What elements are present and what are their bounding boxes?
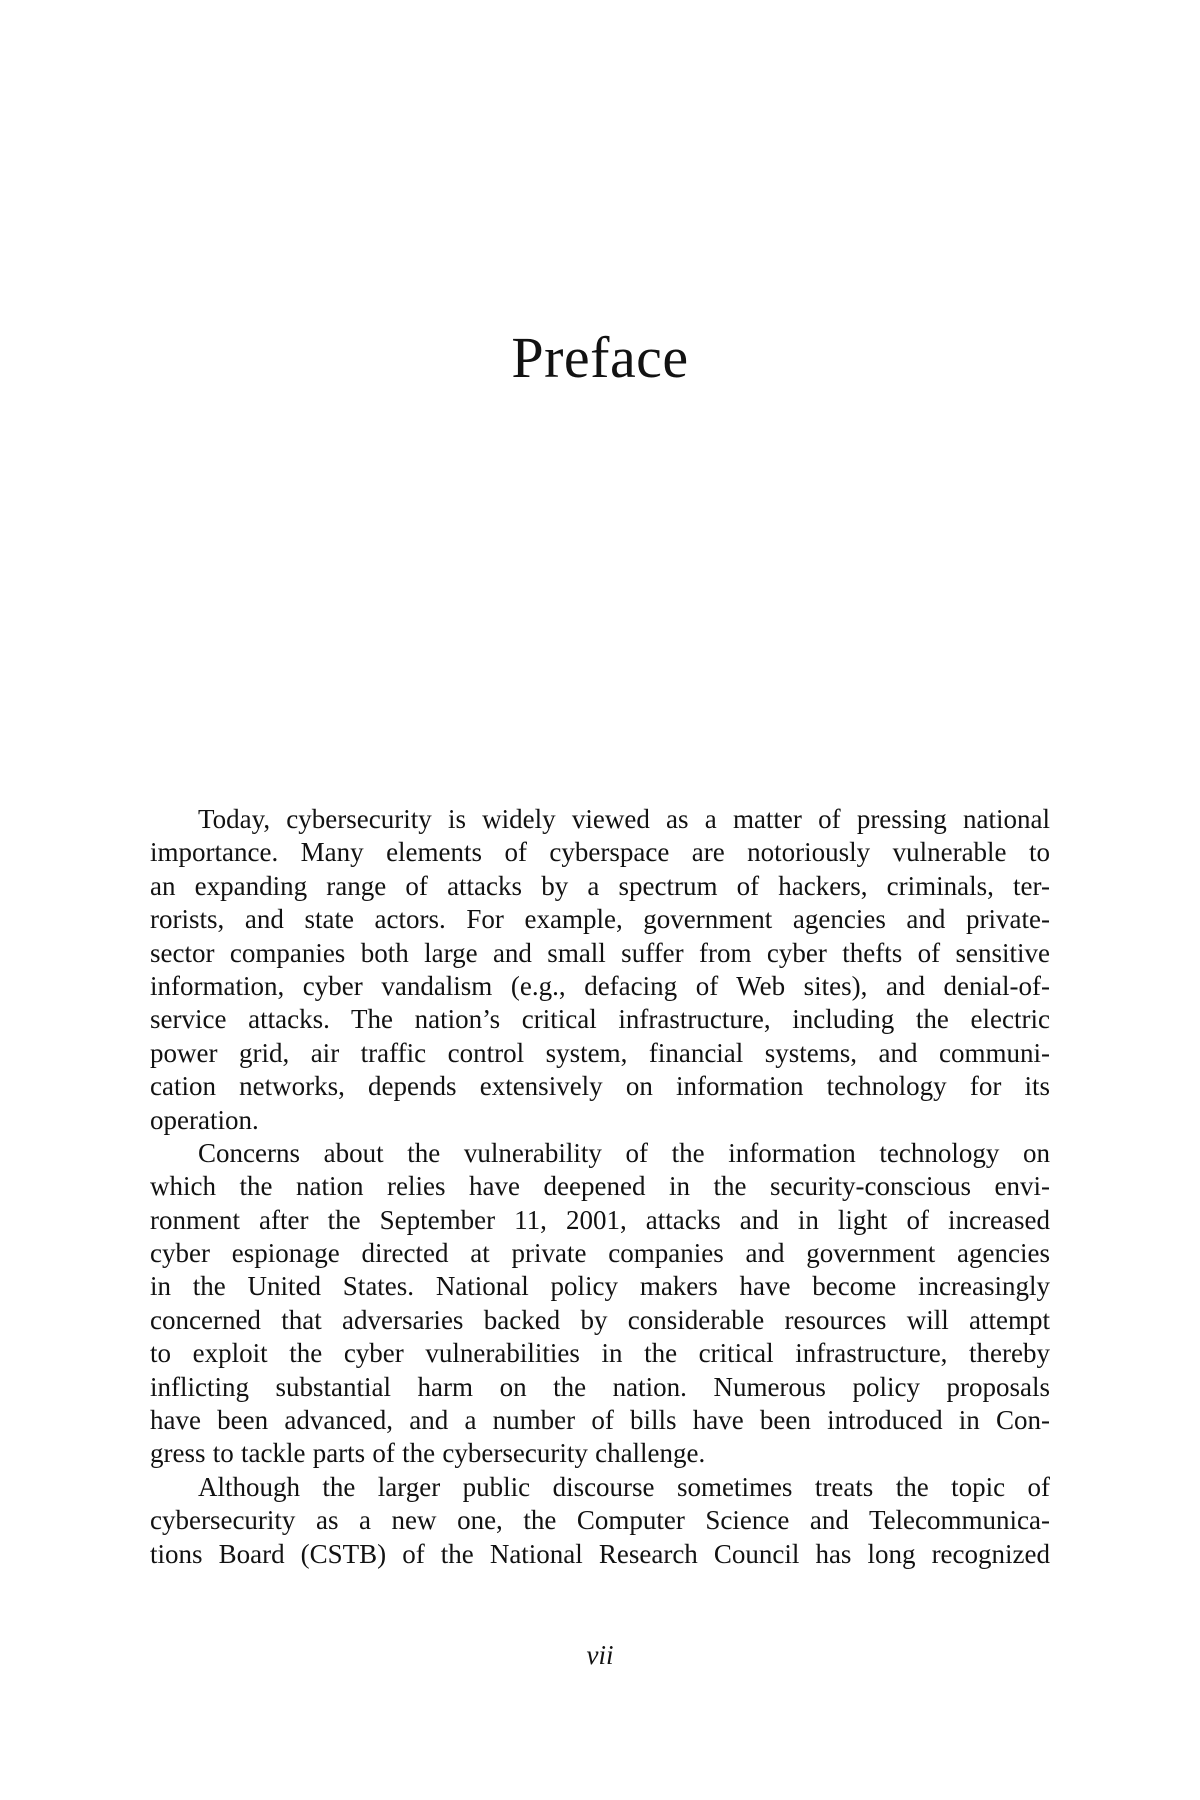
text-line: gress to tackle parts of the cybersecurity challenge. — [150, 1438, 706, 1469]
page-title: Preface — [511, 325, 689, 390]
text-line: sector companies both large and small suffer from cyber thefts of sensitive — [150, 937, 1050, 968]
text-line: service attacks. The nation’s critical infrastructure, including the electric — [150, 1004, 1050, 1035]
text-line: concerned that adversaries backed by considerable resources will attempt — [150, 1304, 1050, 1335]
text-line: Concerns about the vulnerability of the information technology on — [198, 1137, 1050, 1168]
text-line: tions Board (CSTB) of the National Research Council has long recognized — [150, 1538, 1050, 1569]
page-number: vii — [586, 1640, 614, 1670]
text-line: information, cyber vandalism (e.g., defacing of Web sites), and denial-of- — [150, 970, 1050, 1001]
text-line: rorists, and state actors. For example, government agencies and private- — [150, 904, 1050, 935]
text-line: Today, cybersecurity is widely viewed as a matter of pressing national — [198, 804, 1050, 834]
text-line: in the United States. National policy makers have become increasingly — [150, 1271, 1050, 1302]
text-line: cation networks, depends extensively on information technology for its — [150, 1071, 1050, 1102]
text-line: Although the larger public discourse sometimes treats the topic of — [198, 1471, 1050, 1502]
text-line: cybersecurity as a new one, the Computer Science and Telecommunica- — [150, 1505, 1050, 1536]
text-line: inflicting substantial harm on the nation. Numerous policy proposals — [150, 1371, 1050, 1402]
paragraph-1 — [150, 803, 1050, 1137]
text-line: have been advanced, and a number of bills have been introduced in Con- — [150, 1405, 1050, 1436]
paragraph-2 — [150, 1137, 1050, 1471]
body-text — [150, 803, 1050, 1571]
text-line: importance. Many elements of cyberspace are notoriously vulnerable to — [150, 837, 1050, 868]
text-line: which the nation relies have deepened in the security-conscious envi- — [150, 1171, 1050, 1202]
text-line: to exploit the cyber vulnerabilities in the critical infrastructure, thereby — [150, 1338, 1050, 1369]
text-line: cyber espionage directed at private companies and government agencies — [150, 1238, 1050, 1269]
text-line: power grid, air traffic control system, financial systems, and communi- — [150, 1037, 1050, 1068]
text-line: ronment after the September 11, 2001, attacks and in light of increased — [150, 1204, 1050, 1235]
text-line: operation. — [150, 1104, 259, 1135]
text-line: an expanding range of attacks by a spectrum of hackers, criminals, ter- — [150, 870, 1050, 901]
paragraph-3 — [150, 1471, 1050, 1571]
